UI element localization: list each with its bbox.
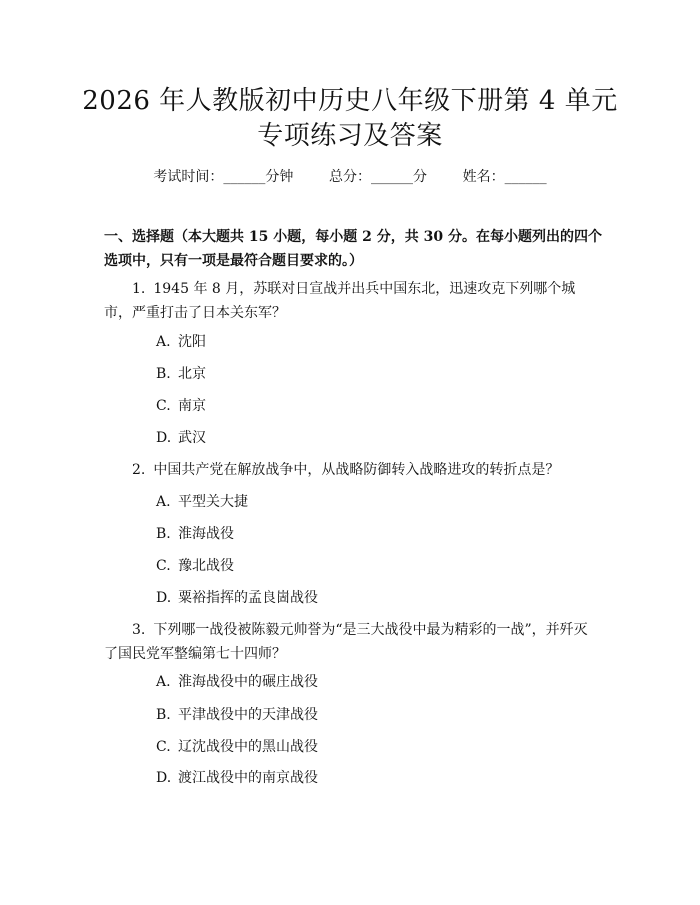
option-letter: C. (156, 398, 171, 414)
question-2-option-d (156, 588, 318, 608)
question-1-option-d (156, 428, 206, 448)
option-letter: B. (156, 707, 171, 723)
question-1 (104, 277, 594, 325)
option-text: 粟裕指挥的孟良崮战役 (178, 590, 318, 606)
total-score-field: 总分：______分 (329, 169, 427, 185)
question-1-option-c (156, 396, 206, 416)
option-text: 平型关大捷 (178, 494, 248, 510)
question-3-option-d (156, 768, 318, 788)
option-text: 沈阳 (178, 334, 206, 350)
option-text: 南京 (178, 398, 206, 414)
exam-time-field: 考试时间：______分钟 (153, 169, 294, 185)
option-letter: B. (156, 366, 171, 382)
option-letter: D. (156, 590, 172, 606)
question-3-option-c (156, 737, 318, 757)
option-text: 淮海战役中的碾庄战役 (178, 674, 318, 690)
student-name-field: 姓名：______ (462, 169, 547, 185)
option-letter: A. (156, 494, 171, 510)
option-text: 豫北战役 (178, 558, 234, 574)
option-text: 辽沈战役中的黑山战役 (178, 739, 318, 755)
option-text: 武汉 (178, 430, 206, 446)
question-text: 1945 年 8 月，苏联对日宣战并出兵中国东北，迅速攻克下列哪个城市，严重打击了日本关东军？ (104, 281, 576, 321)
option-letter: C. (156, 739, 171, 755)
question-1-option-a (156, 332, 206, 352)
option-text: 平津战役中的天津战役 (178, 707, 318, 723)
option-text: 北京 (178, 366, 206, 382)
question-2-option-c (156, 556, 234, 576)
question-number: 1. (132, 281, 146, 297)
section-heading-choice: 一、选择题（本大题共 15 小题，每小题 2 分，共 30 分。在每小题列出的四个选项中，只有一项是最符合题目要求的。） (104, 229, 602, 269)
question-text: 下列哪一战役被陈毅元帅誉为“是三大战役中最为精彩的一战”，并歼灭了国民党军整编第七十四师？ (104, 622, 588, 662)
question-text: 中国共产党在解放战争中，从战略防御转入战略进攻的转折点是？ (153, 462, 560, 478)
option-letter: A. (156, 334, 171, 350)
document-title-line-2: 专项练习及答案 (257, 121, 443, 151)
question-number: 3. (132, 622, 146, 638)
exam-meta-row (0, 167, 700, 187)
document-title-line-1: 2026 年人教版初中历史八年级下册第 4 单元 (82, 86, 618, 116)
question-3-option-a (156, 672, 318, 692)
option-letter: D. (156, 770, 172, 786)
option-letter: C. (156, 558, 171, 574)
option-letter: A. (156, 674, 171, 690)
question-2 (104, 458, 594, 482)
question-3 (104, 618, 594, 666)
option-letter: B. (156, 526, 171, 542)
question-1-option-b (156, 364, 206, 384)
question-2-option-a (156, 492, 248, 512)
question-3-option-b (156, 705, 318, 725)
option-text: 淮海战役 (178, 526, 234, 542)
question-2-option-b (156, 524, 234, 544)
option-letter: D. (156, 430, 172, 446)
option-text: 渡江战役中的南京战役 (178, 770, 318, 786)
question-number: 2. (132, 462, 146, 478)
